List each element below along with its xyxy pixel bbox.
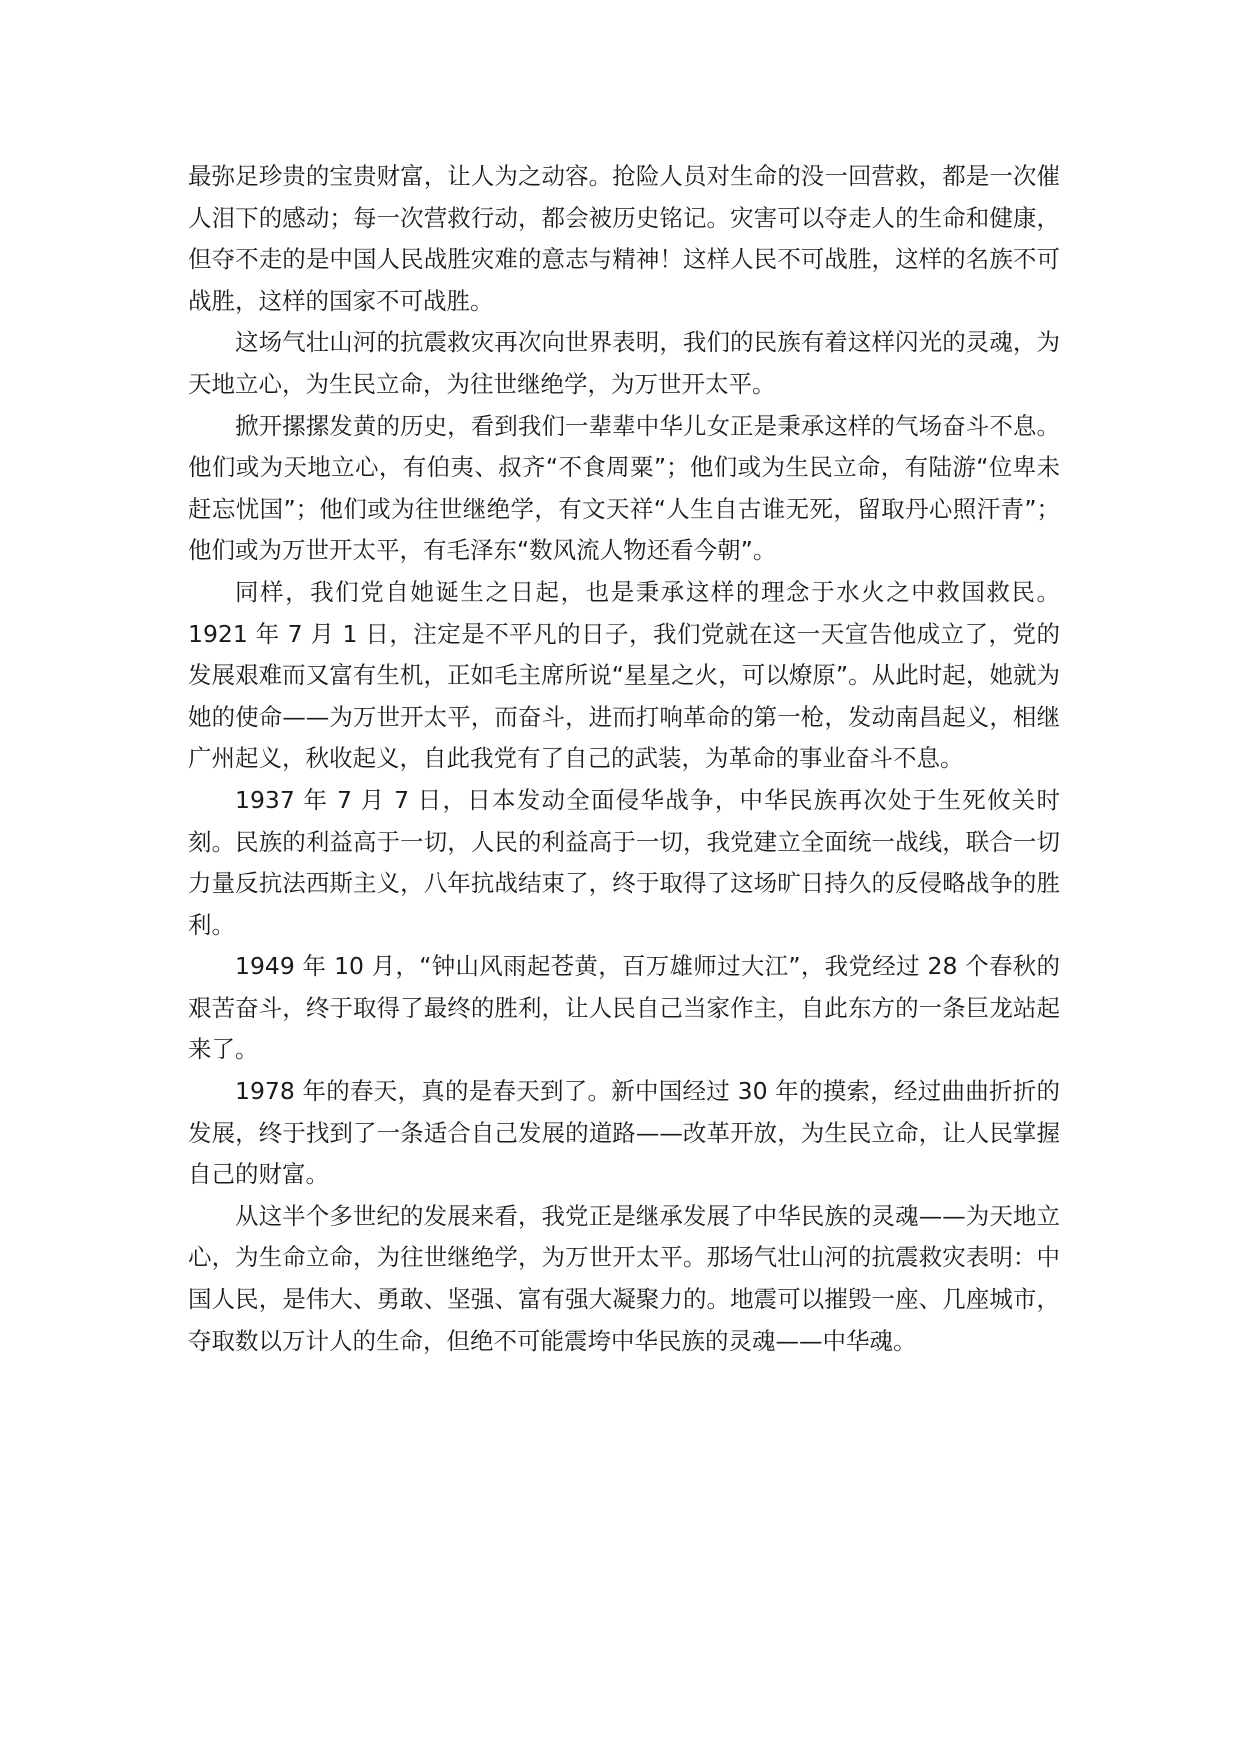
paragraph: 1949 年 10 月，“钟山风雨起苍黄，百万雄师过大江”，我党经过 28 个春秋的艰苦奋斗，终于取得了最终的胜利，让人民自己当家作主，自此东方的一条巨龙站起来了。 bbox=[188, 952, 1060, 1064]
document-body bbox=[188, 156, 1060, 1362]
paragraph: 最弥足珍贵的宝贵财富，让人为之动容。抢险人员对生命的没一回营救，都是一次催人泪下的感动；每一次营救行动，都会被历史铭记。灾害可以夺走人的生命和健康，但夺不走的是中国人民战胜灾难的意志与精神！这样人民不可战胜，这样的名族不可战胜，这样的国家不可战胜。 bbox=[188, 162, 1060, 315]
paragraph: 从这半个多世纪的发展来看，我党正是继承发展了中华民族的灵魂——为天地立心，为生命立命，为往世继绝学，为万世开太平。那场气壮山河的抗震救灾表明：中国人民，是伟大、勇敢、坚强、富有强大凝聚力的。地震可以摧毁一座、几座城市，夺取数以万计人的生命，但绝不可能震垮中华民族的灵魂——中华魂。 bbox=[188, 1201, 1060, 1355]
paragraph: 1978 年的春天，真的是春天到了。新中国经过 30 年的摸索，经过曲曲折折的发展，终于找到了一条适合自己发展的道路——改革开放，为生民立命，让人民掌握自己的财富。 bbox=[188, 1077, 1060, 1189]
paragraph: 这场气壮山河的抗震救灾再次向世界表明，我们的民族有着这样闪光的灵魂，为天地立心，为生民立命，为往世继绝学，为万世开太平。 bbox=[188, 328, 1060, 398]
paragraph: 掀开摞摞发黄的历史，看到我们一辈辈中华儿女正是秉承这样的气场奋斗不息。他们或为天地立心，有伯夷、叔齐“不食周粟”；他们或为生民立命，有陆游“位卑未赶忘忧国”；他们或为往世继绝学，有文天祥“人生自古谁无死，留取丹心照汗青”；他们或为万世开太平，有毛泽东“数风流人物还看今朝”。 bbox=[188, 411, 1060, 565]
paragraph: 同样，我们党自她诞生之日起，也是秉承这样的理念于水火之中救国救民。1921 年 7 月 1 日，注定是不平凡的日子，我们党就在这一天宣告他成立了，党的发展艰难而又富有生机，正如毛主席所说“星星之火，可以燎原”。从此时起，她就为她的使命——为万世开太平，而奋斗，进而打响革命的第一枪，发动南昌起义，相继广州起义，秋收起义，自此我党有了自己的武装，为革命的事业奋斗不息。 bbox=[188, 577, 1060, 773]
paragraph: 1937 年 7 月 7 日，日本发动全面侵华战争，中华民族再次处于生死攸关时刻。民族的利益高于一切，人民的利益高于一切，我党建立全面统一战线，联合一切力量反抗法西斯主义，八年抗战结束了，终于取得了这场旷日持久的反侵略战争的胜利。 bbox=[188, 785, 1060, 939]
